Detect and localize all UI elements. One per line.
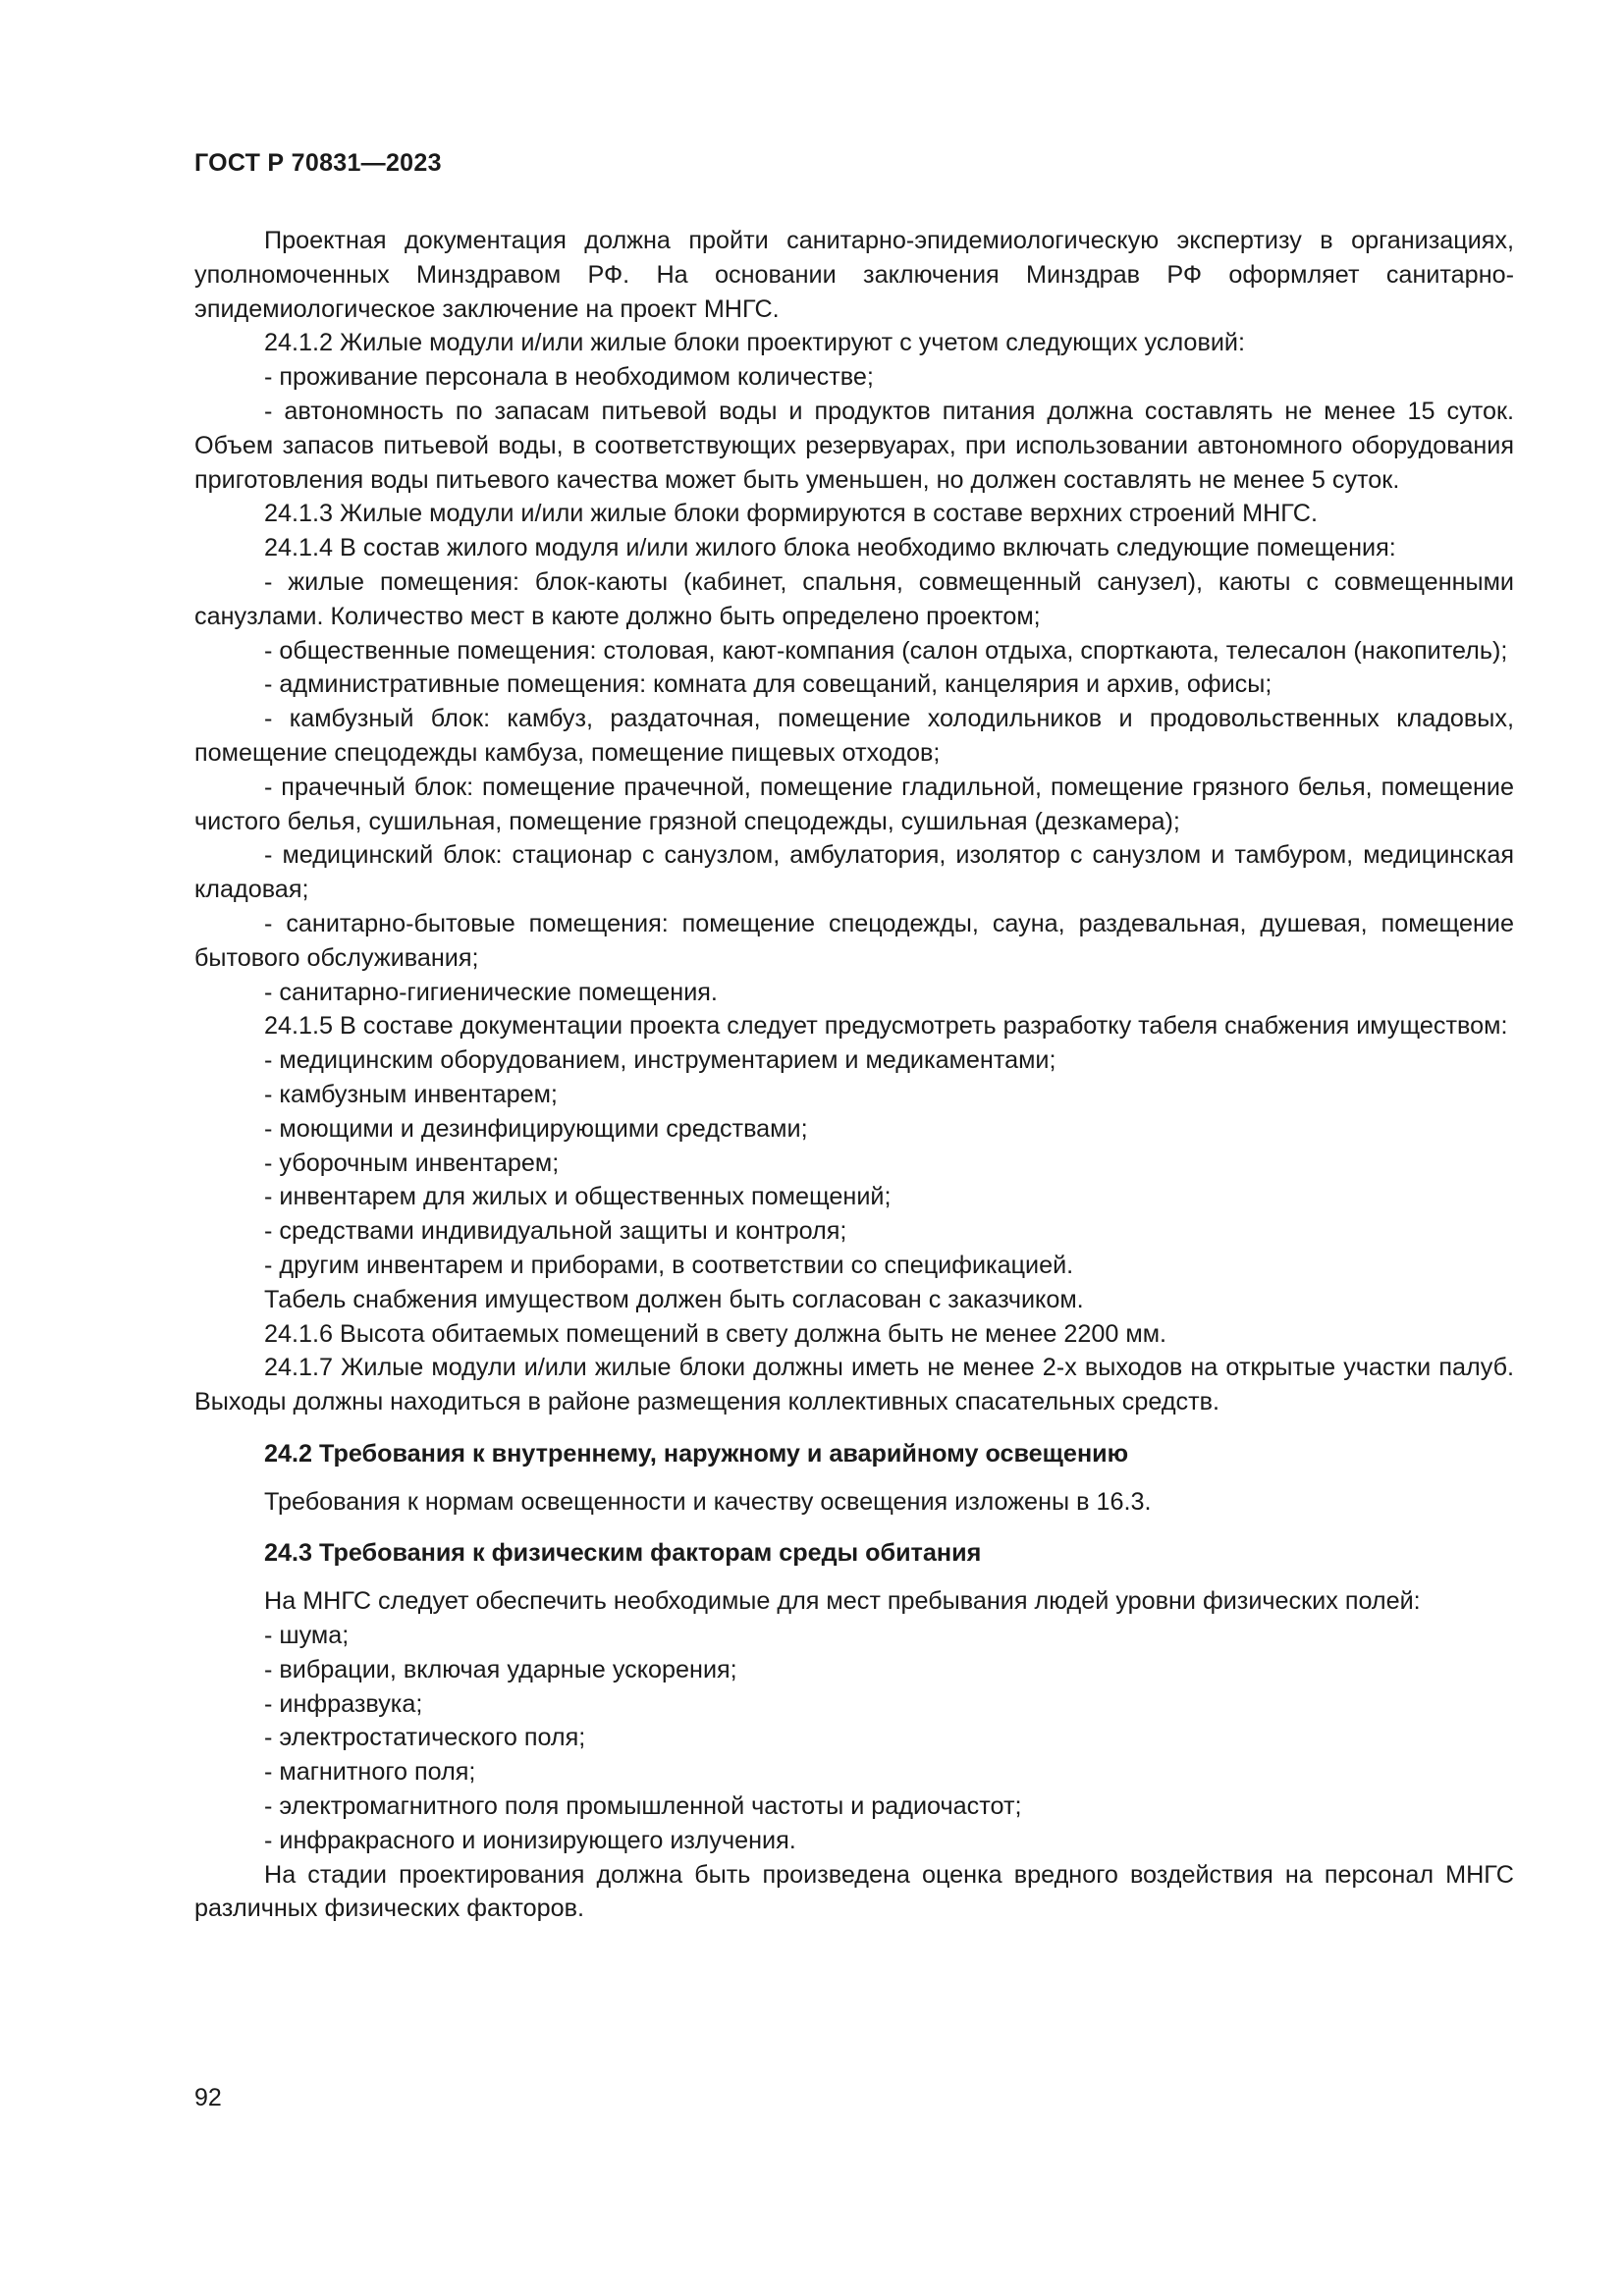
list-item: - камбузным инвентарем; [264,1080,558,1108]
list-item: - уборочным инвентарем; [264,1148,560,1177]
paragraph-supply-approval: Табель снабжения имуществом должен быть согласован с заказчиком. [264,1285,1084,1313]
list-item: - проживание персонала в необходимом количестве; [264,363,874,392]
page-number: 92 [194,2084,222,2111]
list-item: - медицинским оборудованием, инструментарием и медикаментами; [264,1046,1056,1075]
list-item: - магнитного поля; [264,1758,476,1787]
clause-24-1-3: 24.1.3 Жилые модули и/или жилые блоки формируются в составе верхних строений МНГС. [264,500,1318,528]
list-item: - другим инвентарем и приборами, в соответствии со спецификацией. [264,1251,1074,1279]
list-item: - санитарно-гигиенические помещения. [264,978,718,1006]
paragraph-expertise: Проектная документация должна пройти санитарно-эпидемиологическую экспертизу в организациях, уполномоченных Минздравом РФ. На основании заключения Минздрав РФ оформляет санитарно-эпидемиологическое заключение на проект МНГС. [194,227,1514,323]
paragraph-lighting: Требования к нормам освещенности и качеству освещения изложены в 16.3. [264,1487,1152,1516]
list-item: - средствами индивидуальной защиты и контроля; [264,1217,847,1246]
clause-24-1-6: 24.1.6 Высота обитаемых помещений в свету должна быть не менее 2200 мм. [264,1319,1167,1348]
clause-24-1-5: 24.1.5 В составе документации проекта следует предусмотреть разработку табеля снабжения имуществом: [264,1012,1508,1041]
list-item: - вибрации, включая ударные ускорения; [264,1655,737,1683]
section-heading-24-2: 24.2 Требования к внутреннему, наружному и аварийному освещению [264,1439,1129,1468]
clause-24-1-7: 24.1.7 Жилые модули и/или жилые блоки должны иметь не менее 2-х выходов на открытые участки палуб. Выходы должны находиться в районе размещения коллективных спасательных средств. [194,1354,1514,1416]
list-item: - камбузный блок: камбуз, раздаточная, помещение холодильников и продовольственных кладовых, помещение спецодежды камбуза, помещение пищевых отходов; [194,705,1514,767]
paragraph-physical-intro: На МНГС следует обеспечить необходимые для мест пребывания людей уровни физических полей: [264,1587,1421,1616]
list-item: - жилые помещения: блок-каюты (кабинет, спальня, совмещенный санузел), каюты с совмещенными санузлами. Количество мест в каюте должно быть определено проектом; [194,567,1514,630]
list-item: - автономность по запасам питьевой воды и продуктов питания должна составлять не менее 15 суток. Объем запасов питьевой воды, в соответствующих резервуарах, при использовании автономного оборудования приготовления воды питьевого качества может быть уменьшен, но должен составлять не менее 5 суток. [194,397,1514,494]
list-item: - медицинский блок: стационар с санузлом, амбулатория, изолятор с санузлом и тамбуром, медицинская кладовая; [194,841,1514,904]
list-item: - моющими и дезинфицирующими средствами; [264,1114,808,1143]
list-item: - административные помещения: комната для совещаний, канцелярия и архив, офисы; [264,670,1272,699]
list-item: - санитарно-бытовые помещения: помещение спецодежды, сауна, раздевальная, душевая, помещение бытового обслуживания; [194,909,1514,972]
document-body [194,224,1514,1926]
list-item: - электромагнитного поля промышленной частоты и радиочастот; [264,1792,1022,1821]
list-item: - прачечный блок: помещение прачечной, помещение гладильной, помещение грязного белья, помещение чистого белья, сушильная, помещение грязной спецодежды, сушильная (дезкамера); [194,773,1514,835]
paragraph-assessment: На стадии проектирования должна быть произведена оценка вредного воздействия на персонал МНГС различных физических факторов. [194,1860,1514,1923]
document-header: ГОСТ Р 70831—2023 [194,149,442,177]
list-item: - шума; [264,1622,350,1650]
list-item: - электростатического поля; [264,1724,586,1752]
section-heading-24-3: 24.3 Требования к физическим факторам среды обитания [264,1539,982,1568]
list-item: - инфразвука; [264,1689,423,1718]
list-item: - инвентарем для жилых и общественных помещений; [264,1183,892,1211]
clause-24-1-2: 24.1.2 Жилые модули и/или жилые блоки проектируют с учетом следующих условий: [264,329,1245,357]
list-item: - инфракрасного и ионизирующего излучения. [264,1826,796,1854]
clause-24-1-4: 24.1.4 В состав жилого модуля и/или жилого блока необходимо включать следующие помещения: [264,534,1396,562]
list-item: - общественные помещения: столовая, кают-компания (салон отдыха, спорткаюта, телесалон (накопитель); [264,636,1508,665]
